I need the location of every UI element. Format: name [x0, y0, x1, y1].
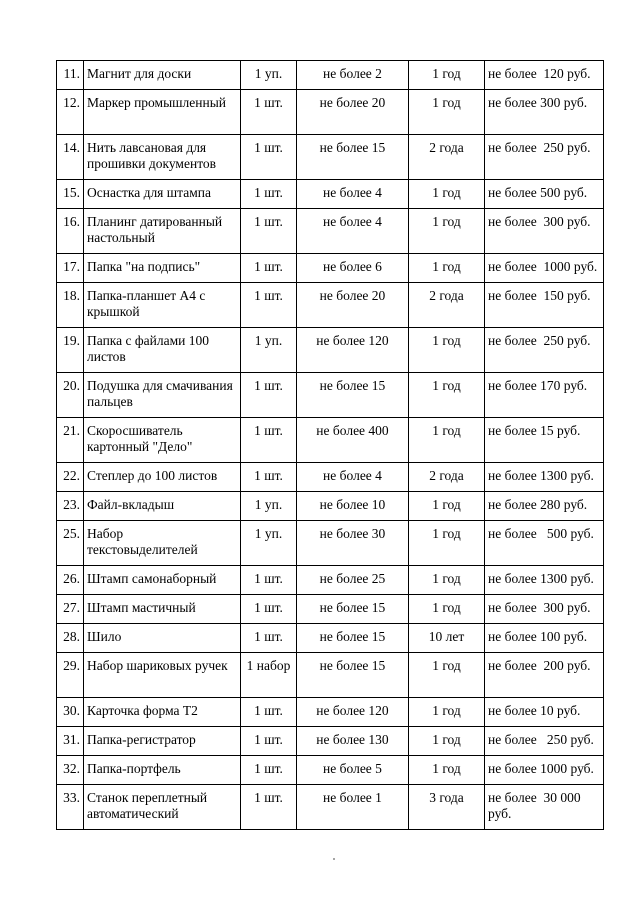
item-quantity: не более 120	[297, 698, 409, 727]
table-row	[57, 624, 604, 653]
item-name: Папка "на подпись"	[84, 254, 241, 283]
item-term: 1 год	[409, 595, 485, 624]
item-unit: 1 шт.	[241, 418, 297, 463]
item-term: 1 год	[409, 492, 485, 521]
item-quantity: не более 6	[297, 254, 409, 283]
row-number: 21.	[57, 418, 84, 463]
row-number: 17.	[57, 254, 84, 283]
item-unit: 1 шт.	[241, 373, 297, 418]
item-name: Набор текстовыделителей	[84, 521, 241, 566]
item-unit: 1 шт.	[241, 90, 297, 135]
item-unit: 1 шт.	[241, 624, 297, 653]
item-price: не более 250 руб.	[485, 328, 604, 373]
table-row	[57, 90, 604, 135]
item-term: 1 год	[409, 180, 485, 209]
item-price: не более 300 руб.	[485, 595, 604, 624]
item-term: 1 год	[409, 209, 485, 254]
item-price: не более 280 руб.	[485, 492, 604, 521]
item-name: Станок переплетный автоматический	[84, 785, 241, 830]
row-number: 23.	[57, 492, 84, 521]
row-number: 16.	[57, 209, 84, 254]
item-unit: 1 набор	[241, 653, 297, 698]
item-name: Оснастка для штампа	[84, 180, 241, 209]
item-unit: 1 шт.	[241, 463, 297, 492]
item-price: не более 100 руб.	[485, 624, 604, 653]
item-term: 1 год	[409, 328, 485, 373]
item-name: Штамп мастичный	[84, 595, 241, 624]
item-name: Нить лавсановая для прошивки документов	[84, 135, 241, 180]
item-price: не более 1300 руб.	[485, 566, 604, 595]
item-term: 1 год	[409, 727, 485, 756]
table-row	[57, 727, 604, 756]
row-number: 31.	[57, 727, 84, 756]
item-term: 1 год	[409, 653, 485, 698]
item-quantity: не более 130	[297, 727, 409, 756]
item-unit: 1 шт.	[241, 785, 297, 830]
item-name: Набор шариковых ручек	[84, 653, 241, 698]
item-name: Файл-вкладыш	[84, 492, 241, 521]
item-price: не более 1000 руб.	[485, 756, 604, 785]
table-row	[57, 653, 604, 698]
item-term: 1 год	[409, 61, 485, 90]
item-unit: 1 шт.	[241, 756, 297, 785]
item-price: не более 30 000 руб.	[485, 785, 604, 830]
table-row	[57, 418, 604, 463]
table-row	[57, 492, 604, 521]
item-term: 1 год	[409, 521, 485, 566]
item-term: 2 года	[409, 135, 485, 180]
item-name: Карточка форма Т2	[84, 698, 241, 727]
item-quantity: не более 30	[297, 521, 409, 566]
item-name: Степлер до 100 листов	[84, 463, 241, 492]
item-quantity: не более 4	[297, 463, 409, 492]
table-row	[57, 595, 604, 624]
item-price: не более 150 руб.	[485, 283, 604, 328]
item-term: 1 год	[409, 698, 485, 727]
row-number: 29.	[57, 653, 84, 698]
item-quantity: не более 20	[297, 283, 409, 328]
table-row	[57, 463, 604, 492]
item-name: Планинг датированный настольный	[84, 209, 241, 254]
row-number: 33.	[57, 785, 84, 830]
item-quantity: не более 1	[297, 785, 409, 830]
item-term: 1 год	[409, 90, 485, 135]
item-quantity: не более 4	[297, 180, 409, 209]
item-quantity: не более 4	[297, 209, 409, 254]
item-unit: 1 уп.	[241, 521, 297, 566]
item-unit: 1 шт.	[241, 595, 297, 624]
item-term: 1 год	[409, 254, 485, 283]
item-price: не более 10 руб.	[485, 698, 604, 727]
item-term: 2 года	[409, 283, 485, 328]
item-quantity: не более 2	[297, 61, 409, 90]
item-price: не более 500 руб.	[485, 180, 604, 209]
table-row	[57, 254, 604, 283]
item-quantity: не более 400	[297, 418, 409, 463]
item-quantity: не более 25	[297, 566, 409, 595]
item-unit: 1 шт.	[241, 566, 297, 595]
table-row	[57, 61, 604, 90]
table-row	[57, 756, 604, 785]
item-unit: 1 шт.	[241, 254, 297, 283]
item-name: Папка-планшет А4 с крышкой	[84, 283, 241, 328]
item-quantity: не более 15	[297, 595, 409, 624]
item-term: 1 год	[409, 566, 485, 595]
item-price: не более 500 руб.	[485, 521, 604, 566]
item-unit: 1 шт.	[241, 727, 297, 756]
item-quantity: не более 5	[297, 756, 409, 785]
item-unit: 1 шт.	[241, 283, 297, 328]
table-row	[57, 209, 604, 254]
item-unit: 1 шт.	[241, 698, 297, 727]
item-price: не более 200 руб.	[485, 653, 604, 698]
table-row	[57, 373, 604, 418]
row-number: 18.	[57, 283, 84, 328]
item-price: не более 1300 руб.	[485, 463, 604, 492]
table-row	[57, 566, 604, 595]
item-term: 1 год	[409, 373, 485, 418]
stray-dot	[333, 858, 335, 860]
item-quantity: не более 15	[297, 624, 409, 653]
table-row	[57, 521, 604, 566]
table-row	[57, 283, 604, 328]
table-row	[57, 785, 604, 830]
item-name: Папка-портфель	[84, 756, 241, 785]
item-quantity: не более 15	[297, 373, 409, 418]
item-name: Штамп самонаборный	[84, 566, 241, 595]
item-unit: 1 уп.	[241, 492, 297, 521]
item-name: Магнит для доски	[84, 61, 241, 90]
row-number: 28.	[57, 624, 84, 653]
row-number: 12.	[57, 90, 84, 135]
supplies-table	[56, 60, 604, 830]
row-number: 26.	[57, 566, 84, 595]
row-number: 25.	[57, 521, 84, 566]
item-unit: 1 шт.	[241, 180, 297, 209]
item-unit: 1 уп.	[241, 328, 297, 373]
item-name: Подушка для смачивания пальцев	[84, 373, 241, 418]
item-unit: 1 шт.	[241, 209, 297, 254]
table-row	[57, 698, 604, 727]
row-number: 27.	[57, 595, 84, 624]
item-term: 1 год	[409, 418, 485, 463]
item-term: 1 год	[409, 756, 485, 785]
item-price: не более 300 руб.	[485, 209, 604, 254]
table-row	[57, 135, 604, 180]
item-term: 10 лет	[409, 624, 485, 653]
row-number: 32.	[57, 756, 84, 785]
item-unit: 1 шт.	[241, 135, 297, 180]
item-term: 2 года	[409, 463, 485, 492]
table-row	[57, 328, 604, 373]
row-number: 19.	[57, 328, 84, 373]
item-quantity: не более 15	[297, 653, 409, 698]
row-number: 15.	[57, 180, 84, 209]
item-term: 3 года	[409, 785, 485, 830]
item-price: не более 250 руб.	[485, 727, 604, 756]
item-quantity: не более 15	[297, 135, 409, 180]
row-number: 11.	[57, 61, 84, 90]
item-quantity: не более 10	[297, 492, 409, 521]
item-price: не более 15 руб.	[485, 418, 604, 463]
item-price: не более 170 руб.	[485, 373, 604, 418]
row-number: 20.	[57, 373, 84, 418]
table-row	[57, 180, 604, 209]
item-price: не более 300 руб.	[485, 90, 604, 135]
row-number: 22.	[57, 463, 84, 492]
item-quantity: не более 120	[297, 328, 409, 373]
item-name: Скоросшиватель картонный "Дело"	[84, 418, 241, 463]
item-price: не более 120 руб.	[485, 61, 604, 90]
row-number: 14.	[57, 135, 84, 180]
item-price: не более 250 руб.	[485, 135, 604, 180]
item-name: Маркер промышленный	[84, 90, 241, 135]
item-name: Папка с файлами 100 листов	[84, 328, 241, 373]
item-unit: 1 уп.	[241, 61, 297, 90]
item-quantity: не более 20	[297, 90, 409, 135]
row-number: 30.	[57, 698, 84, 727]
item-price: не более 1000 руб.	[485, 254, 604, 283]
item-name: Папка-регистратор	[84, 727, 241, 756]
item-name: Шило	[84, 624, 241, 653]
